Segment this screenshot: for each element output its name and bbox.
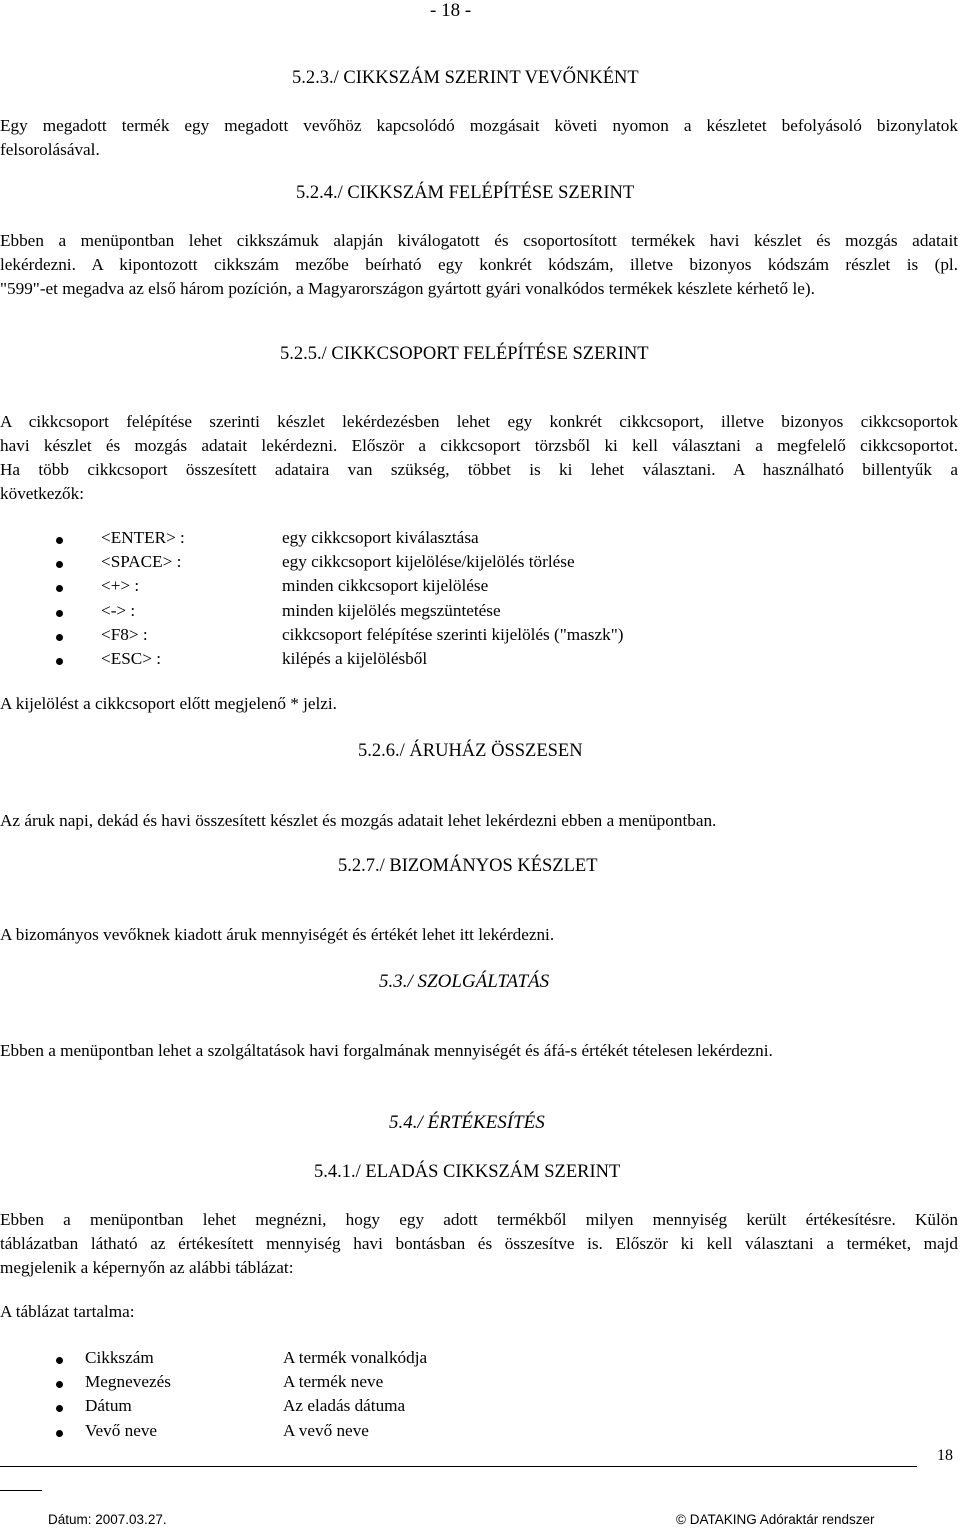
bullet-icon [56,1381,63,1388]
text-line: "599"-et megadva az első három pozíción, a Magyarországon gyártott gyári vonalkódos termékek készlete kérhető le). [0,279,815,298]
section-heading-5-4: 5.4./ ÉRTÉKESÍTÉS [389,1112,545,1133]
section-text-5-4-1 [0,1208,958,1280]
bullet-icon [56,610,63,617]
selection-note: A kijelölést a cikkcsoport előtt megjelenő * jelzi. [0,694,337,713]
key-description: cikkcsoport felépítése szerinti kijelölés ("maszk") [282,624,624,644]
section-heading-5-2-5: 5.2.5./ CIKKCSOPORT FELÉPÍTÉSE SZERINT [280,344,649,364]
key-label: <-> : [101,600,136,620]
section-heading-5-3: 5.3./ SZOLGÁLTATÁS [379,971,550,992]
list-item [56,649,756,673]
section-heading-5-2-4: 5.2.4./ CIKKSZÁM FELÉPÍTÉSE SZERINT [296,183,635,203]
section-heading-5-4-1: 5.4.1./ ELADÁS CIKKSZÁM SZERINT [314,1162,621,1182]
key-label: <F8> : [101,624,148,644]
text-line: felsorolásával. [0,140,100,159]
field-description: A termék neve [283,1372,384,1392]
section-text-5-2-7: A bizományos vevőknek kiadott áruk mennyiségét és értékét lehet itt lekérdezni. [0,925,555,944]
section-heading-5-2-3: 5.2.3./ CIKKSZÁM SZERINT VEVŐNKÉNT [292,68,639,88]
section-text-5-2-5 [0,410,958,506]
field-list [56,1348,656,1445]
section-text-5-2-3 [0,114,958,162]
bullet-icon [56,658,63,665]
list-item [56,1421,656,1445]
field-name: Vevő neve [85,1420,158,1440]
text-line: megjelenik a képernyőn az alábbi táblázat: [0,1258,294,1277]
section-heading-5-2-7: 5.2.7./ BIZOMÁNYOS KÉSZLET [338,856,598,876]
text-line: Egy megadott termék egy megadott vevőhöz kapcsolódó mozgásait követi nyomon a készletet befolyásoló bizonylatok [0,116,958,135]
text-line: A cikkcsoport felépítése szerinti készlet lekérdezésben lehet egy konkrét cikkcsoport, illetve bizonyos cikkcsoportok [0,412,958,431]
footer-short-rule [0,1490,42,1491]
text-line: lekérdezni. A kipontozott cikkszám mezőbe beírható egy konkrét kódszám, illetve bizonyos kódszám részlet is (pl. [0,255,958,274]
bullet-icon [56,585,63,592]
list-item [56,552,756,576]
section-heading-5-2-6: 5.2.6./ ÁRUHÁZ ÖSSZESEN [358,741,583,761]
bullet-icon [56,634,63,641]
key-description: egy cikkcsoport kiválasztása [282,528,479,547]
bullet-icon [56,561,63,568]
key-label: <+> : [101,576,140,596]
bullet-icon [56,1357,63,1364]
key-description: kilépés a kijelölésből [282,648,428,668]
field-name: Cikkszám [85,1348,154,1367]
side-page-number: 18 [937,1447,953,1464]
table-intro: A táblázat tartalma: [0,1302,135,1321]
key-description: minden kijelölés megszüntetése [282,600,501,620]
section-text-5-3: Ebben a menüpontban lehet a szolgáltatások havi forgalmának mennyiségét és áfá-s értékét tételesen lekérdezni. [0,1041,773,1060]
list-item [56,528,756,552]
bullet-icon [56,537,63,544]
footer-copyright: © DATAKING Adóraktár rendszer [676,1512,875,1527]
text-line: Ebben a menüpontban lehet megnézni, hogy egy adott termékből milyen mennyiség került értékesítésre. Külön [0,1210,958,1229]
field-name: Megnevezés [85,1372,171,1392]
text-line: havi készlet és mozgás adatait lekérdezni. Először a cikkcsoport törzsből ki kell választani a megfelelő cikkcsoportot. [0,436,958,455]
list-item [56,601,756,625]
section-text-5-2-4 [0,229,958,301]
text-line: Ha több cikkcsoport összesített adataira van szükség, többet is ki lehet választani. A használható billentyűk a [0,460,958,479]
text-line: Ebben a menüpontban lehet cikkszámuk alapján kiválogatott és csoportosított termékek havi készlet és mozgás adatait [0,231,958,250]
key-description: egy cikkcsoport kijelölése/kijelölés törlése [282,552,575,572]
key-label: <SPACE> : [101,552,182,572]
list-item [56,1348,656,1372]
bullet-icon [56,1405,63,1412]
section-text-5-2-6: Az áruk napi, dekád és havi összesített készlet és mozgás adatait lehet lekérdezni ebben a menüpontban. [0,811,717,830]
page-number: - 18 - [430,0,472,21]
footer-rule [0,1466,917,1467]
field-description: A termék vonalkódja [283,1348,428,1367]
list-item [56,576,756,600]
field-description: A vevő neve [283,1420,369,1440]
field-name: Dátum [85,1396,132,1416]
key-label: <ESC> : [101,648,161,668]
bullet-icon [56,1430,63,1437]
key-label: <ENTER> : [101,528,185,547]
footer-date: Dátum: 2007.03.27. [48,1512,167,1527]
field-description: Az eladás dátuma [283,1396,406,1416]
key-list [56,528,756,673]
list-item [56,1396,656,1420]
list-item [56,625,756,649]
list-item [56,1372,656,1396]
key-description: minden cikkcsoport kijelölése [282,576,489,596]
text-line: táblázatban látható az értékesített mennyiség havi bontásban és összesítve is. Először ki kell választani a terméket, majd [0,1234,958,1253]
text-line: következők: [0,484,84,503]
